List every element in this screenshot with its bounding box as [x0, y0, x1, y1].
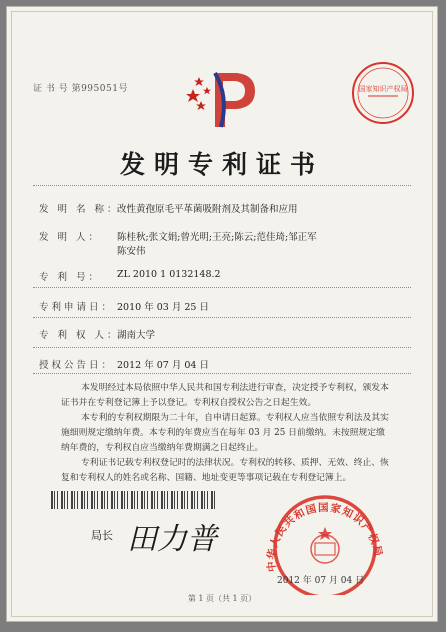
field-label: 专 利 权 人： [39, 330, 120, 341]
field-inventors-cont: 陈安伟 [117, 246, 146, 257]
divider [33, 317, 411, 318]
field-grant-date: 2012 年 07 月 04 日 [117, 360, 209, 371]
barcode-bar [134, 491, 135, 509]
barcode-bar [204, 491, 205, 509]
small-seal-text: 国家知识产权局 [358, 85, 408, 93]
field-label: 发 明 名 称： [39, 204, 120, 215]
barcode-bar [84, 491, 85, 509]
barcode-bar [87, 491, 88, 509]
field-label: 专利申请日： [39, 302, 115, 313]
barcode-bar [171, 491, 173, 509]
barcode-bar [107, 491, 108, 509]
barcode-bar [104, 491, 105, 509]
barcode-bar [64, 491, 65, 509]
barcode-bar [147, 491, 148, 509]
certificate-page [6, 6, 438, 622]
field-label: 发 明 人： [39, 232, 102, 243]
page-title: 发明专利证书 [119, 150, 324, 179]
barcode-bar [51, 491, 53, 509]
certificate-number: 证 书 号 第995051号 [33, 84, 128, 94]
issue-date: 2012 年 07 月 04 日 [277, 576, 365, 586]
barcode-bar [94, 491, 95, 509]
barcode-bar [144, 491, 145, 509]
barcode-bar [161, 491, 163, 509]
field-label: 授权公告日： [39, 360, 115, 371]
barcode-bar [191, 491, 193, 509]
barcode-bar [61, 491, 63, 509]
patent-office-logo [185, 67, 259, 131]
barcode-bar [141, 491, 143, 509]
small-seal-stamp [350, 60, 416, 126]
barcode-bar [187, 491, 188, 509]
barcode-bar [124, 491, 125, 509]
field-application-date: 2010 年 03 月 25 日 [117, 302, 209, 313]
paragraph-grant: 本发明经过本局依照中华人民共和国专利法进行审查，决定授予专利权，颁发本证书并在专利登记簿上予以登记。专利权自授权公告之日起生效。 [61, 383, 389, 408]
barcode-bar [114, 491, 115, 509]
barcode-bar [194, 491, 195, 509]
barcode-bar [164, 491, 165, 509]
barcode-bar [101, 491, 103, 509]
barcode-bar [167, 491, 168, 509]
barcode-bar [154, 491, 155, 509]
divider [33, 185, 411, 186]
director-signature [121, 513, 231, 557]
barcode-bar [177, 491, 178, 509]
field-invention-name: 改性黄孢原毛平革菌吸附剂及其制备和应用 [117, 204, 298, 215]
director-label: 局长 [91, 529, 113, 542]
barcode-bar [74, 491, 75, 509]
barcode-bar [127, 491, 128, 509]
seal-text: 中华人民共和国国家知识产权局 [265, 501, 385, 573]
barcode-bar [77, 491, 78, 509]
barcode-bar [151, 491, 153, 509]
barcode-bar [157, 491, 158, 509]
barcode-bar [181, 491, 183, 509]
barcode-bar [91, 491, 93, 509]
barcode-bar [121, 491, 123, 509]
barcode-bar [207, 491, 208, 509]
barcode [51, 491, 219, 509]
barcode-bar [174, 491, 175, 509]
barcode-bar [197, 491, 198, 509]
barcode-bar [97, 491, 98, 509]
page-number: 第 1 页（共 1 页） [187, 594, 257, 603]
barcode-bar [111, 491, 113, 509]
barcode-bar [131, 491, 133, 509]
paragraph-records: 专利证书记载专利权登记时的法律状况。专利权的转移、质押、无效、终止、恢复和专利权人的姓名或名称、国籍、地址变更等事项记载在专利登记簿上。 [61, 458, 389, 483]
barcode-bar [117, 491, 118, 509]
barcode-bar [71, 491, 73, 509]
barcode-bar [67, 491, 68, 509]
barcode-bar [137, 491, 138, 509]
field-patentee: 湖南大学 [117, 330, 156, 341]
field-label: 专 利 号： [39, 272, 102, 283]
barcode-bar [201, 491, 203, 509]
field-patent-number: ZL 2010 1 0132148.2 [117, 269, 221, 280]
field-inventors: 陈桂秋;张文娟;曾光明;王亮;陈云;范佳琦;邹正军 [117, 232, 317, 243]
barcode-bar [81, 491, 83, 509]
barcode-bar [211, 491, 213, 509]
barcode-bar [214, 491, 215, 509]
paragraph-term: 本专利的专利权期限为二十年，自申请日起算。专利权人应当依照专利法及其实施细则规定缴纳年费。本专利的年费应当在每年 03 月 25 日前缴纳。未按照规定缴纳年费的，专利权自应当缴纳年费期满之日起终止。 [61, 413, 389, 453]
divider [33, 347, 411, 348]
barcode-bar [54, 491, 55, 509]
divider [33, 373, 411, 374]
barcode-bar [57, 491, 58, 509]
signature-text: 田力普 [127, 522, 217, 557]
barcode-bar [184, 491, 185, 509]
divider [33, 287, 411, 288]
